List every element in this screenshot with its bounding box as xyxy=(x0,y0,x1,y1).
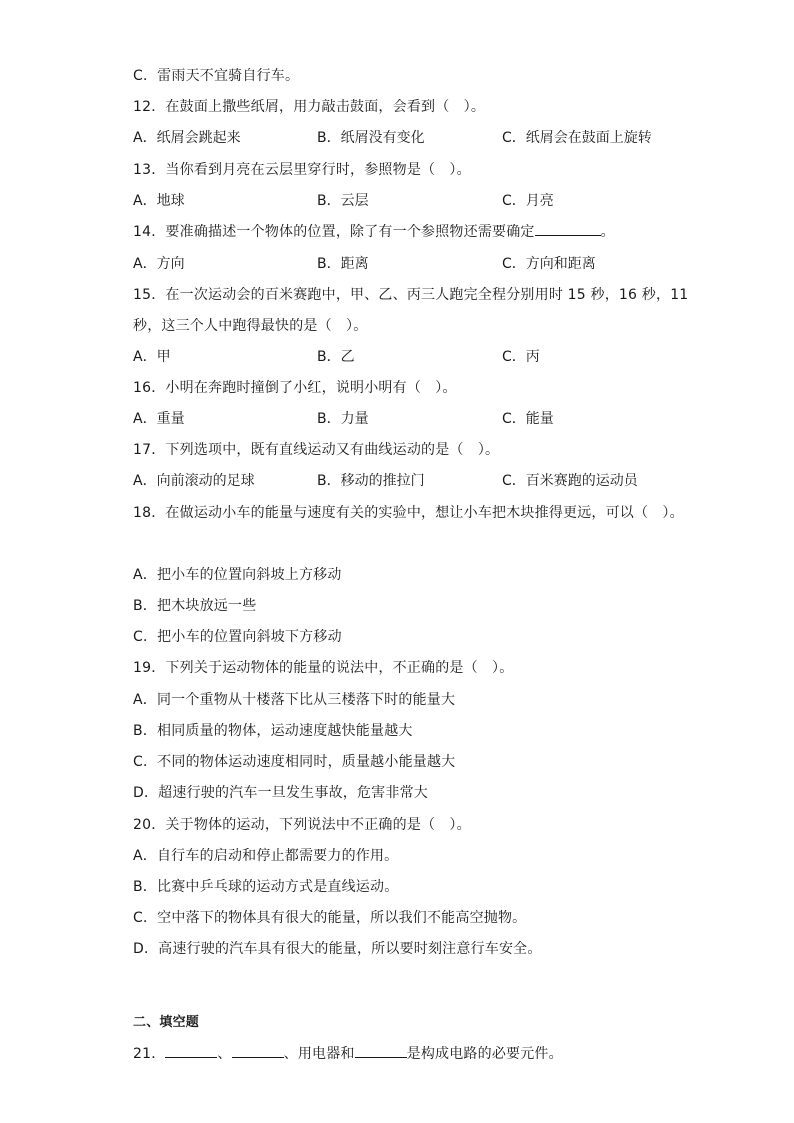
q14-stem-text: 14．要准确描述一个物体的位置，除了有一个参照物还需要确定 xyxy=(133,224,535,240)
q13-option-a: A．地球 xyxy=(133,193,185,209)
q13-option-c: C．月亮 xyxy=(502,193,554,209)
q13-option-b: B．云层 xyxy=(317,193,369,209)
q21-sep-1: 、 xyxy=(217,1046,232,1062)
q20-option-b: B．比赛中乒乓球的运动方式是直线运动。 xyxy=(133,879,399,895)
q20-option-c: C．空中落下的物体具有很大的能量，所以我们不能高空抛物。 xyxy=(133,910,527,926)
q19-option-a: A．同一个重物从十楼落下比从三楼落下时的能量大 xyxy=(133,692,456,708)
q14-answer-blank[interactable] xyxy=(535,223,601,236)
q15-option-a: A．甲 xyxy=(133,349,171,365)
q17-option-c: C．百米赛跑的运动员 xyxy=(502,473,638,489)
q18-option-c: C．把小车的位置向斜坡下方移动 xyxy=(133,629,342,645)
q12-stem: 12．在鼓面上撒些纸屑，用力敲击鼓面，会看到（ ）。 xyxy=(133,99,486,115)
q14-stem-end: 。 xyxy=(600,224,615,240)
q17-stem: 17．下列选项中，既有直线运动又有曲线运动的是（ ）。 xyxy=(133,442,500,458)
q17-option-a: A．向前滚动的足球 xyxy=(133,473,255,489)
q12-option-b: B．纸屑没有变化 xyxy=(317,130,425,146)
q15-stem-line2: 秒，这三个人中跑得最快的是（ ）。 xyxy=(133,318,368,334)
q21-blank-2[interactable] xyxy=(232,1045,284,1058)
q14-option-c: C．方向和距离 xyxy=(502,256,596,272)
q14-option-a: A．方向 xyxy=(133,256,185,272)
q16-option-b: B．力量 xyxy=(317,411,369,427)
q19-option-b: B．相同质量的物体，运动速度越快能量越大 xyxy=(133,723,413,739)
q21-blank-3[interactable] xyxy=(355,1045,407,1058)
q11-option-c: C．雷雨天不宜骑自行车。 xyxy=(133,68,300,84)
q15-stem-line1: 15．在一次运动会的百米赛跑中，甲、乙、丙三人跑完全程分别用时 15 秒，16 秒，11 xyxy=(133,287,689,303)
q21-sep-2: 、用电器和 xyxy=(283,1046,355,1062)
section-title-fill-in: 二、填空题 xyxy=(133,1015,200,1030)
q21-blank-1[interactable] xyxy=(165,1045,217,1058)
q12-option-a: A．纸屑会跳起来 xyxy=(133,130,241,146)
q15-option-b: B．乙 xyxy=(317,349,355,365)
q16-option-a: A．重量 xyxy=(133,411,185,427)
q12-option-c: C．纸屑会在鼓面上旋转 xyxy=(502,130,652,146)
q18-option-b: B．把木块放远一些 xyxy=(133,598,257,614)
q17-option-b: B．移动的推拉门 xyxy=(317,473,425,489)
q20-stem: 20．关于物体的运动，下列说法中不正确的是（ ）。 xyxy=(133,817,471,833)
q19-option-d: D．超速行驶的汽车一旦发生事故，危害非常大 xyxy=(133,785,428,801)
q16-stem: 16．小明在奔跑时撞倒了小红，说明小明有（ ）。 xyxy=(133,380,457,396)
q21-stem xyxy=(133,1045,563,1063)
q14-option-b: B．距离 xyxy=(317,256,369,272)
q18-option-a: A．把小车的位置向斜坡上方移动 xyxy=(133,567,342,583)
q21-tail: 是构成电路的必要元件。 xyxy=(406,1046,563,1062)
q20-option-a: A．自行车的启动和停止都需要力的作用。 xyxy=(133,848,399,864)
q19-option-c: C．不同的物体运动速度相同时，质量越小能量越大 xyxy=(133,754,456,770)
q20-option-d: D．高速行驶的汽车具有很大的能量，所以要时刻注意行车安全。 xyxy=(133,941,542,957)
q14-stem xyxy=(133,223,615,241)
q16-option-c: C．能量 xyxy=(502,411,554,427)
q18-stem: 18．在做运动小车的能量与速度有关的实验中，想让小车把木块推得更远，可以（ ）。 xyxy=(133,505,684,521)
q15-option-c: C．丙 xyxy=(502,349,540,365)
q21-number: 21． xyxy=(133,1046,166,1062)
q13-stem: 13．当你看到月亮在云层里穿行时，参照物是（ ）。 xyxy=(133,162,471,178)
q19-stem: 19．下列关于运动物体的能量的说法中，不正确的是（ ）。 xyxy=(133,660,514,676)
